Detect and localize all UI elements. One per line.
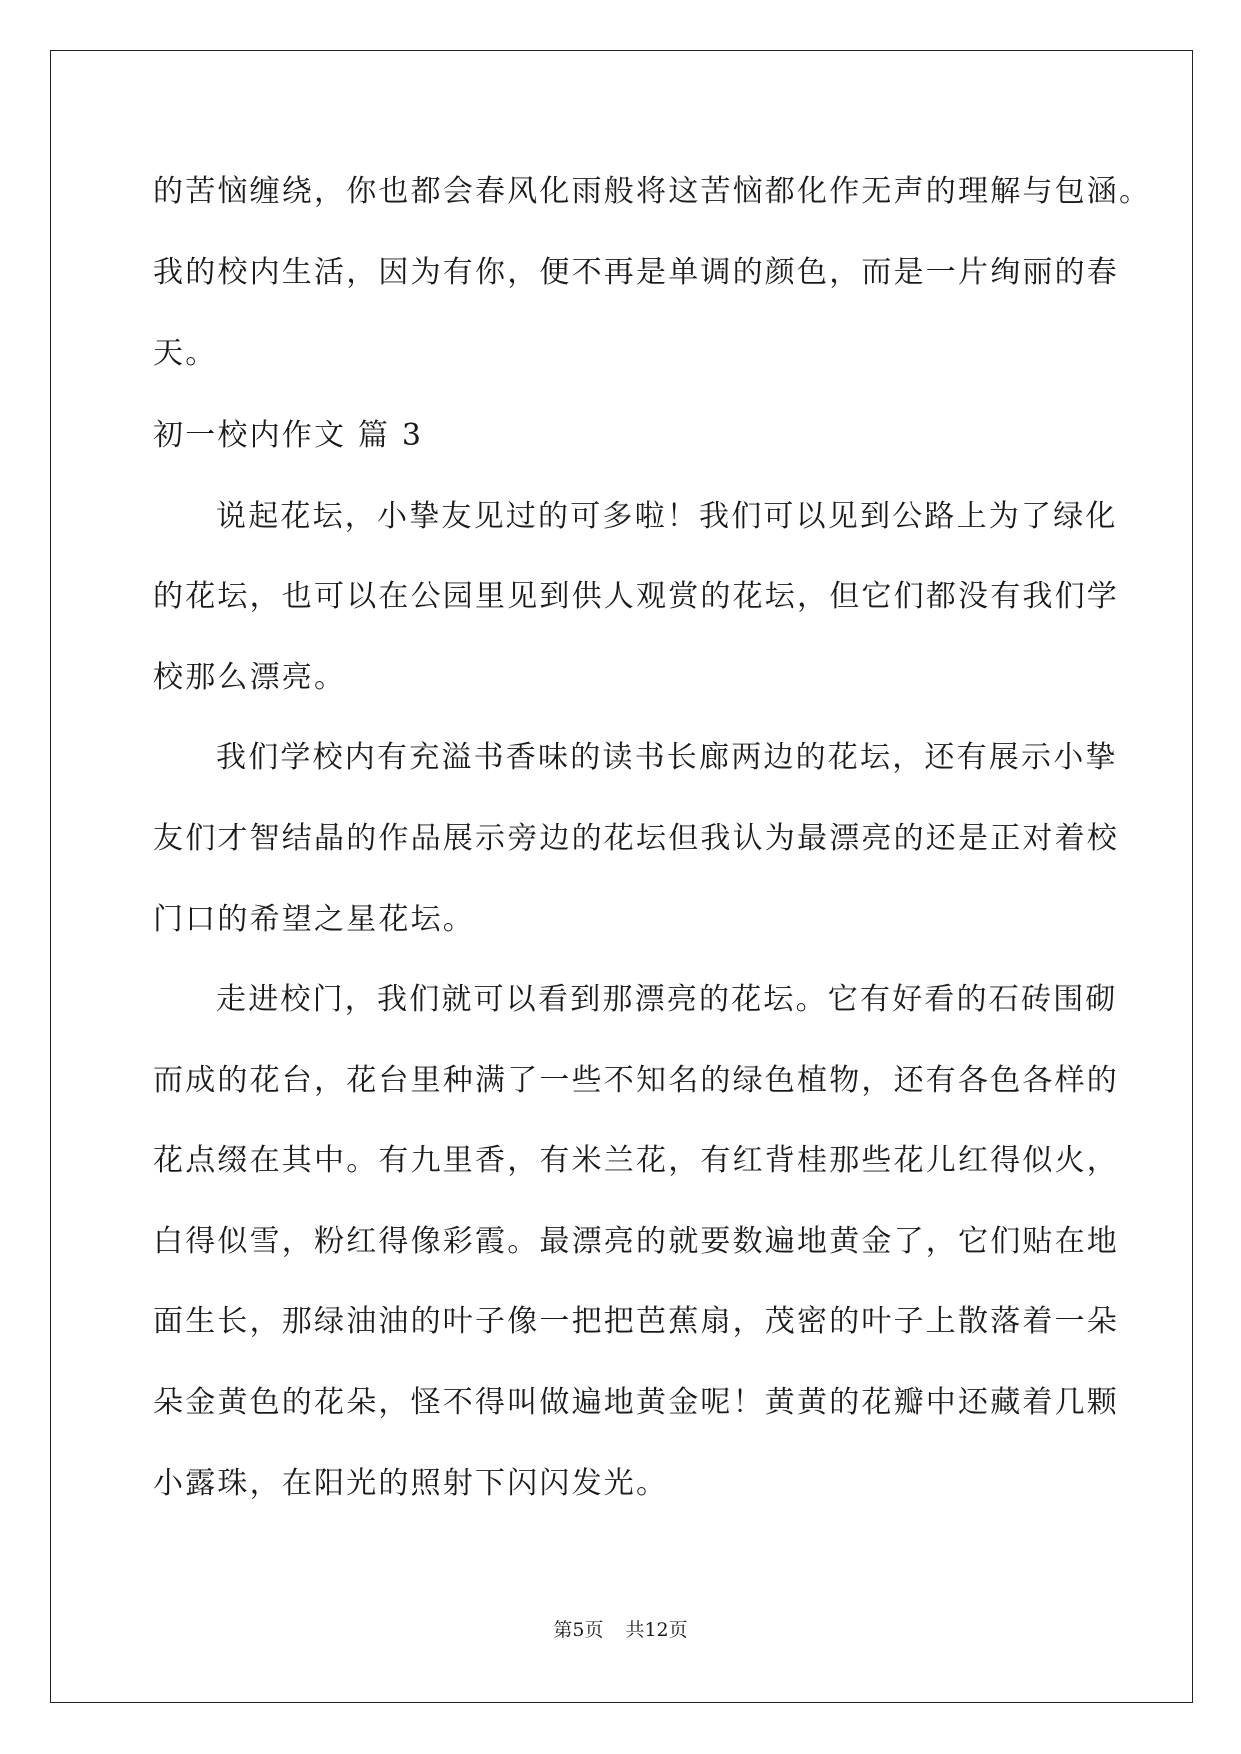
page-footer — [0, 1618, 1241, 1642]
text-line: 而成的花台，花台里种满了一些不知名的绿色植物，还有各色各样的 — [153, 1063, 1119, 1098]
text-line: 面生长，那绿油油的叶子像一把把芭蕉扇，茂密的叶子上散落着一朵 — [153, 1304, 1119, 1339]
text-line: 花点缀在其中。有九里香，有米兰花，有红背桂那些花儿红得似火， — [153, 1143, 1119, 1178]
page-number: 第5页 — [553, 1619, 604, 1641]
text-line: 白得似雪，粉红得像彩霞。最漂亮的就要数遍地黄金了，它们贴在地 — [153, 1224, 1119, 1259]
text-line: 校那么漂亮。 — [153, 660, 347, 695]
page-total: 共12页 — [625, 1619, 688, 1641]
text-line: 的苦恼缠绕，你也都会春风化雨般将这苦恼都化作无声的理解与包涵。 — [153, 174, 1152, 209]
paragraph-first-line: 走进校门，我们就可以看到那漂亮的花坛。它有好看的石砖围砌 — [216, 982, 1118, 1017]
text-line: 小露珠，在阳光的照射下闪闪发光。 — [153, 1466, 669, 1501]
text-line: 友们才智结晶的作品展示旁边的花坛但我认为最漂亮的还是正对着校 — [153, 821, 1119, 856]
text-line: 天。 — [153, 336, 218, 371]
paragraph-first-line: 说起花坛，小挚友见过的可多啦！我们可以见到公路上为了绿化 — [216, 499, 1118, 534]
section-heading: 初一校内作文 篇 3 — [153, 418, 424, 453]
text-line: 的花坛，也可以在公园里见到供人观赏的花坛，但它们都没有我们学 — [153, 579, 1119, 614]
text-line: 门口的希望之星花坛。 — [153, 902, 475, 937]
text-line: 我的校内生活，因为有你，便不再是单调的颜色，而是一片绚丽的春 — [153, 255, 1119, 290]
paragraph-first-line: 我们学校内有充溢书香味的读书长廊两边的花坛，还有展示小挚 — [216, 740, 1118, 775]
page-border — [50, 50, 1193, 1703]
text-line: 朵金黄色的花朵，怪不得叫做遍地黄金呢！黄黄的花瓣中还藏着几颗 — [153, 1385, 1119, 1420]
